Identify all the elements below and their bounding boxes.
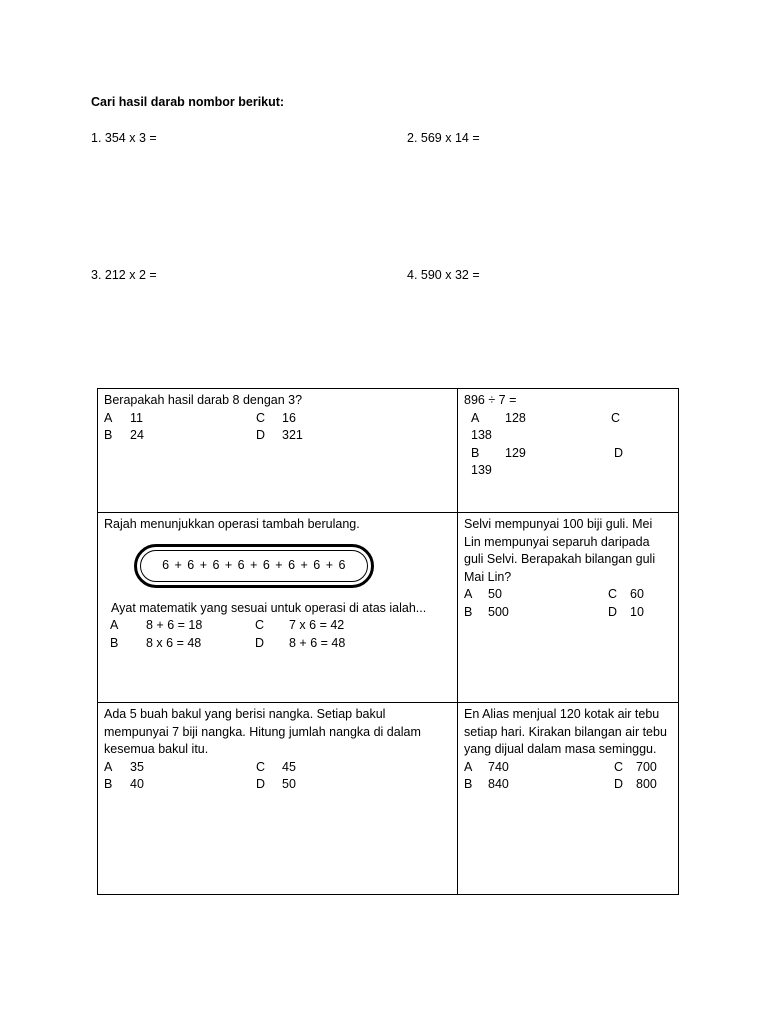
- option-letter: A: [104, 410, 113, 425]
- options-row: [471, 410, 672, 428]
- option-value: 50: [488, 587, 502, 601]
- expression-oval: [134, 544, 374, 588]
- option-value: 8 + 6 = 18: [146, 618, 203, 632]
- question-3: 3. 212 x 2 =: [91, 268, 157, 282]
- option-letter: D: [256, 428, 266, 442]
- option-letter: C: [608, 587, 618, 601]
- option-value: 35: [130, 759, 144, 774]
- option-value: 840: [488, 777, 509, 791]
- cell-marbles: [458, 513, 679, 703]
- questions-table: [97, 388, 679, 895]
- option-letter: C: [614, 759, 624, 774]
- option-value: 45: [282, 759, 296, 774]
- page-title: Cari hasil darab nombor berikut:: [91, 95, 285, 109]
- option-value: 740: [488, 759, 509, 774]
- option-value: 138: [471, 428, 492, 442]
- option-value: 128: [505, 410, 526, 425]
- option-letter: A: [110, 618, 119, 632]
- option-letter: C: [611, 410, 621, 425]
- cell-question: Ada 5 buah bakul yang berisi nangka. Setiap bakul mempunyai 7 biji nangka. Hitung jumlah nangka di dalam kesemua bakul itu.: [104, 707, 421, 756]
- options-row: [110, 635, 451, 653]
- option-value: 139: [471, 463, 492, 477]
- question-4: 4. 590 x 32 =: [407, 268, 480, 282]
- option-letter: B: [104, 777, 113, 791]
- option-value: 7 x 6 = 42: [289, 618, 345, 632]
- option-letter: D: [256, 777, 266, 791]
- options-row: [110, 617, 451, 635]
- option-letter: D: [614, 777, 624, 791]
- option-letter: B: [471, 445, 480, 460]
- options-row: [104, 759, 451, 777]
- option-value: 40: [130, 777, 144, 791]
- option-letter: B: [110, 635, 119, 650]
- question-1: 1. 354 x 3 =: [91, 131, 157, 145]
- cell-repeated-addition: [98, 513, 458, 703]
- options-row: [104, 410, 451, 428]
- option-value: 800: [636, 777, 657, 791]
- expression-text: 6 + 6 + 6 + 6 + 6 + 6 + 6 + 6: [162, 557, 346, 572]
- option-value: 10: [630, 604, 644, 619]
- option-value: 16: [282, 410, 296, 425]
- option-value: 11: [130, 410, 143, 425]
- option-letter: D: [608, 604, 618, 619]
- option-letter: A: [464, 587, 473, 601]
- option-value: 8 + 6 = 48: [289, 635, 346, 650]
- cell-prompt: Ayat matematik yang sesuai untuk operasi di atas ialah...: [111, 600, 427, 615]
- options-row: [464, 604, 672, 622]
- options-row: [464, 759, 672, 777]
- option-letter: C: [256, 410, 266, 425]
- option-letter: D: [255, 635, 265, 650]
- option-letter: A: [471, 410, 480, 425]
- cell-question: En Alias menjual 120 kotak air tebu setiap hari. Kirakan bilangan air tebu yang dijual dalam masa seminggu.: [464, 707, 667, 756]
- option-value: 50: [282, 777, 296, 791]
- cell-divide-896-7: [458, 389, 679, 513]
- cell-multiply-8-3: [98, 389, 458, 513]
- option-letter: B: [104, 428, 113, 442]
- cell-sugarcane-juice: [458, 703, 679, 895]
- option-value: 24: [130, 428, 144, 442]
- option-letter: A: [104, 759, 113, 774]
- option-value: 129: [505, 445, 526, 460]
- options-row: [471, 445, 672, 463]
- option-value: 500: [488, 604, 509, 619]
- cell-jackfruit-baskets: [98, 703, 458, 895]
- cell-question: Selvi mempunyai 100 biji guli. Mei Lin mempunyai separuh daripada guli Selvi. Berapakah bilangan guli Mai Lin?: [464, 517, 656, 584]
- option-value: 60: [630, 587, 644, 601]
- option-letter: A: [464, 759, 473, 774]
- option-letter: C: [255, 618, 265, 632]
- option-letter: C: [256, 759, 266, 774]
- option-value: 8 x 6 = 48: [146, 635, 202, 650]
- option-letter: B: [464, 777, 473, 791]
- question-2: 2. 569 x 14 =: [407, 131, 480, 145]
- cell-question: 896 ÷ 7 =: [464, 393, 517, 407]
- options-row: [104, 427, 451, 445]
- cell-question: Rajah menunjukkan operasi tambah berulang.: [104, 517, 360, 531]
- options-row: [464, 586, 672, 604]
- cell-question: Berapakah hasil darab 8 dengan 3?: [104, 393, 303, 407]
- options-row: [464, 776, 672, 794]
- option-letter: B: [464, 604, 473, 619]
- option-value: 321: [282, 428, 303, 442]
- options-row: [104, 776, 451, 794]
- option-value: 700: [636, 759, 657, 774]
- option-letter: D: [614, 445, 624, 460]
